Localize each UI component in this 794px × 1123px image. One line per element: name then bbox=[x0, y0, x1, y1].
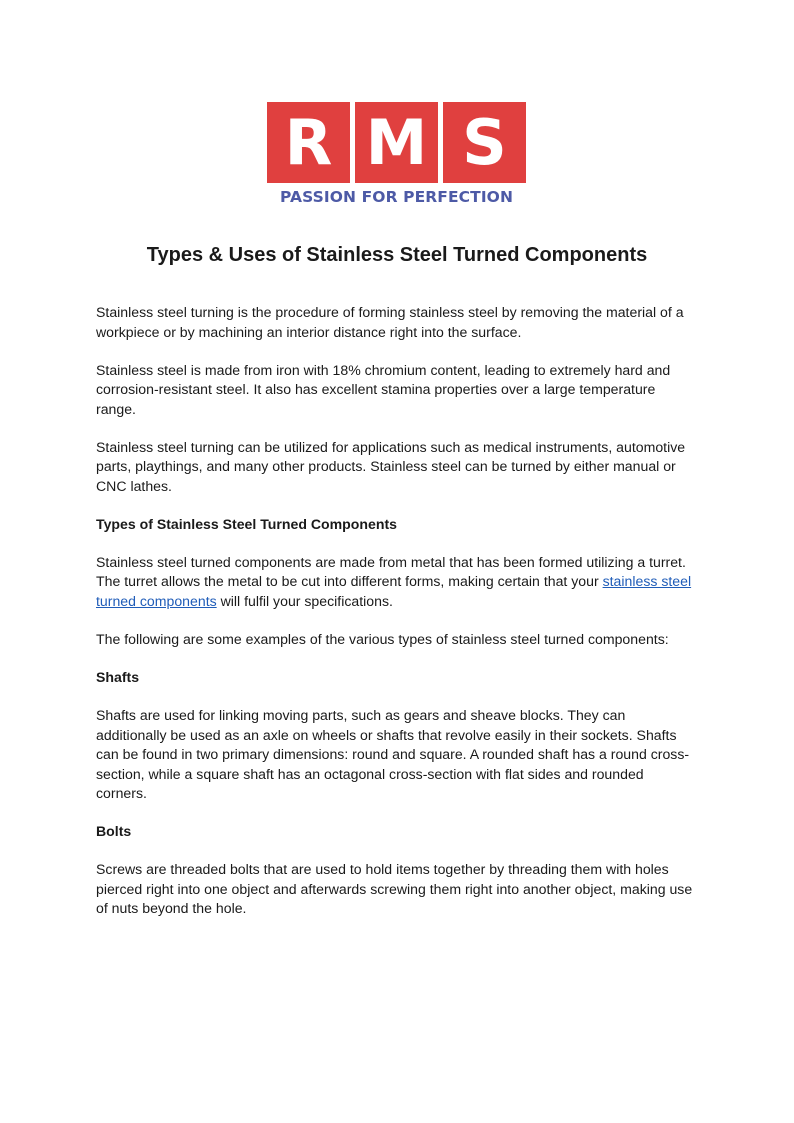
heading-shafts: Shafts bbox=[96, 669, 140, 686]
paragraph-examples: The following are some examples of the various types of stainless steel turned components: bbox=[96, 630, 669, 647]
logo-tagline: PASSION FOR PERFECTION bbox=[279, 188, 514, 206]
logo-letter-boxes bbox=[267, 102, 526, 183]
heading-bolts: Bolts bbox=[96, 823, 132, 840]
paragraph-turret bbox=[96, 553, 698, 612]
paragraph-turret-text-before: Stainless steel turned components are made from metal that has been formed utilizing a turret. The turret allows the metal to be cut into different forms, making certain that your bbox=[96, 553, 686, 590]
components-link[interactable]: stainless steel turned components bbox=[96, 573, 692, 609]
heading-types: Types of Stainless Steel Turned Components bbox=[96, 515, 397, 532]
paragraph-shafts: Shafts are used for linking moving parts, such as gears and sheave blocks. They can additionally be used as an axle on wheels or shafts that revolve easily in their sockets. Shafts can be found in two primary dimensions: round and square. A rounded shaft has a round cross-section, while a square shaft has an octagonal cross-section with flat sides and rounded corners. bbox=[96, 707, 690, 802]
document-title: Types & Uses of Stainless Steel Turned Components bbox=[146, 244, 648, 266]
paragraph-turret-text-after: will fulfil your specifications. bbox=[216, 592, 393, 609]
paragraph-applications: Stainless steel turning can be utilized for applications such as medical instruments, automotive parts, playthings, and many other products. Stainless steel can be turned by either manual or CNC lathes. bbox=[96, 438, 686, 494]
rms-logo bbox=[267, 102, 526, 206]
paragraph-composition: Stainless steel is made from iron with 18% chromium content, leading to extremely hard and corrosion-resistant steel. It also has excellent stamina properties over a large temperature range. bbox=[96, 361, 671, 417]
logo-letter-s: S bbox=[443, 102, 526, 183]
logo-letter-m: M bbox=[355, 102, 438, 183]
paragraph-bolts: Screws are threaded bolts that are used to hold items together by threading them with holes pierced right into one object and afterwards screwing them right into another object, making use of nuts beyond the hole. bbox=[96, 861, 693, 917]
document-body bbox=[96, 303, 698, 937]
paragraph-intro: Stainless steel turning is the procedure of forming stainless steel by removing the material of a workpiece or by machining an interior distance right into the surface. bbox=[96, 304, 684, 340]
logo-letter-r: R bbox=[267, 102, 350, 183]
